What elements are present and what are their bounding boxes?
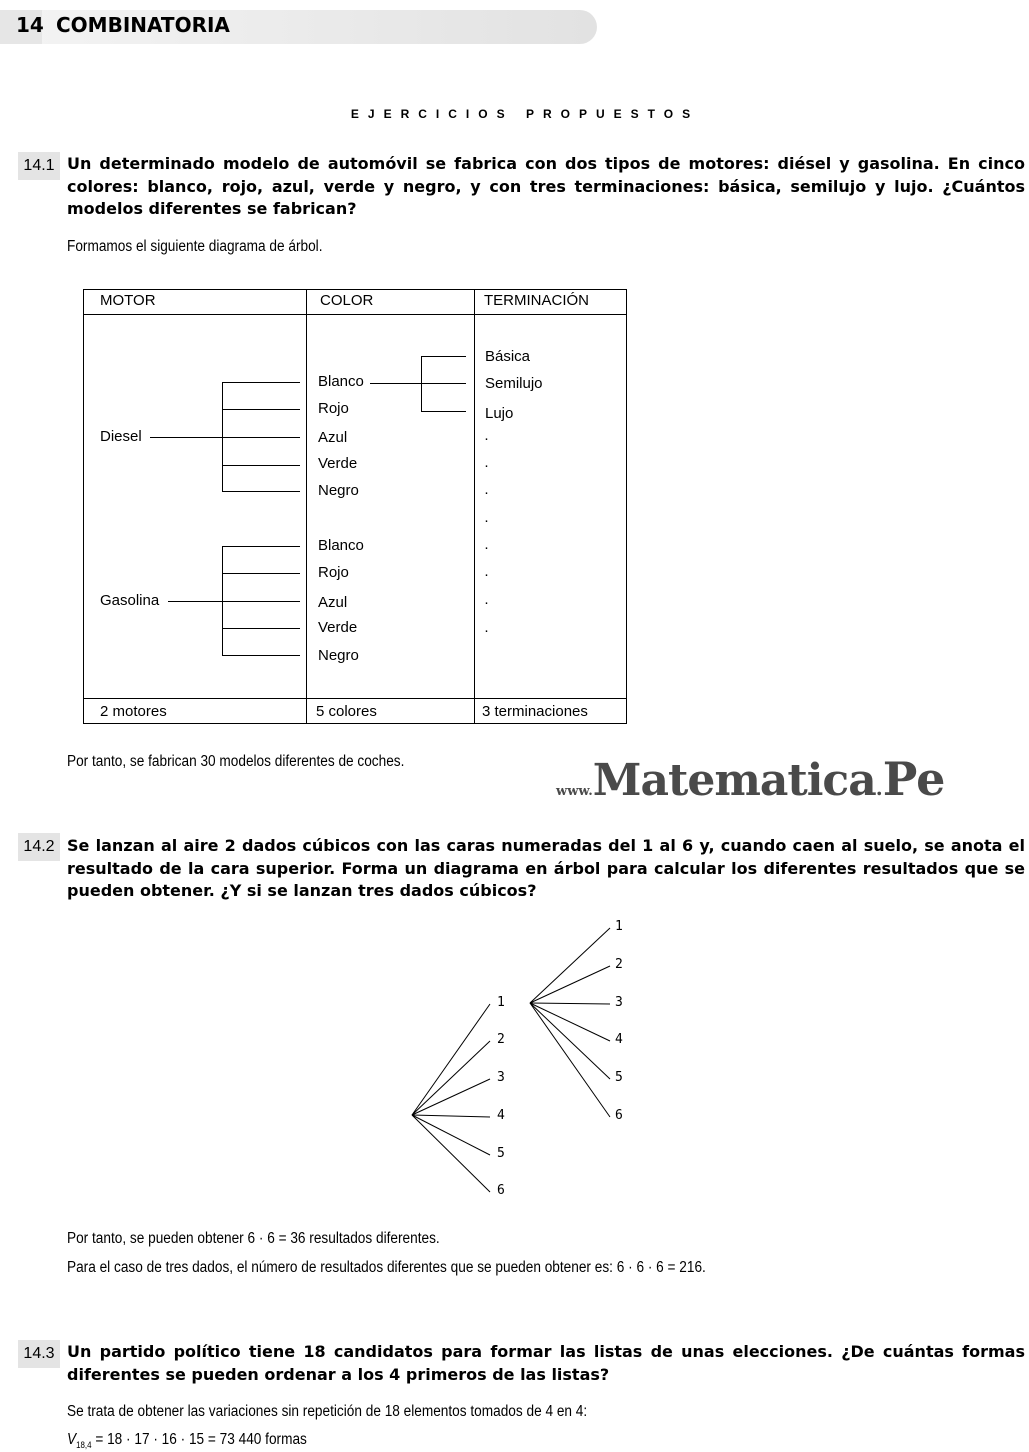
ellipsis-dot: ·	[484, 484, 489, 501]
exercise-number: 14.2	[18, 833, 60, 861]
formula: $V_{18,4} = 18 \cdot 17 \cdot 16 \cdot 15 = 73$ 440 formas	[67, 1431, 307, 1451]
exercise-conclusion: Por tanto, se pueden obtener 6 · 6 = 36 resultados diferentes.	[67, 1230, 440, 1247]
tree-branch	[530, 1003, 610, 1117]
section-title: EJERCICIOS PROPUESTOS	[350, 107, 700, 121]
chapter-number: 14	[16, 13, 44, 37]
exercise-conclusion: Por tanto, se fabrican 30 modelos diferentes de coches.	[67, 753, 405, 770]
color-gasolina-3: Verde	[318, 619, 358, 636]
color-gasolina-4: Negro	[318, 647, 359, 664]
exercise-number: 14.3	[18, 1340, 60, 1368]
die1-label-5: 5	[497, 1146, 505, 1161]
die1-label-2: 2	[497, 1032, 505, 1047]
tree-branch	[412, 1004, 490, 1115]
exercise-number: 14.1	[18, 152, 60, 180]
color-gasolina-2: Azul	[318, 594, 348, 611]
color-diesel-2: Azul	[318, 429, 348, 446]
die1-label-3: 3	[497, 1070, 505, 1085]
ellipsis-dot: ·	[484, 512, 489, 529]
footer-terminaciones: 3 terminaciones	[482, 703, 588, 720]
tree-branch	[530, 1003, 610, 1079]
die1-label-1: 1	[497, 995, 505, 1010]
table-header-terminacion: TERMINACIÓN	[484, 292, 589, 309]
ellipsis-dot: ·	[484, 594, 489, 611]
tree-branch	[530, 928, 610, 1003]
color-gasolina-1: Rojo	[318, 564, 349, 581]
die2-label-4: 4	[615, 1032, 623, 1047]
finish-semilujo: Semilujo	[485, 375, 543, 392]
die2-label-6: 6	[615, 1108, 623, 1123]
tree-branch	[412, 1115, 490, 1192]
color-gasolina-0: Blanco	[318, 537, 364, 554]
tree-branch	[412, 1115, 490, 1117]
ellipsis-dot: ·	[484, 430, 489, 447]
die2-label-5: 5	[615, 1070, 623, 1085]
exercise-intro: Formamos el siguiente diagrama de árbol.	[67, 238, 323, 255]
ellipsis-dot: ·	[484, 539, 489, 556]
tree-branch	[412, 1041, 490, 1115]
footer-colores: 5 colores	[316, 703, 377, 720]
color-diesel-3: Verde	[318, 455, 358, 472]
color-diesel-0: Blanco	[318, 373, 364, 390]
exercise-conclusion-three-dice: Para el caso de tres dados, el número de resultados diferentes que se pueden obtener es: 6 · 6 · 6 = 216.	[67, 1259, 706, 1276]
ellipsis-dot: ·	[484, 457, 489, 474]
die1-label-4: 4	[497, 1108, 505, 1123]
motor-gasolina: Gasolina	[100, 592, 160, 609]
die2-label-2: 2	[615, 957, 623, 972]
ellipsis-dot: ·	[484, 566, 489, 583]
tree-branch	[412, 1115, 490, 1155]
exercise-intro: Se trata de obtener las variaciones sin repetición de 18 elementos tomados de 4 en 4:	[67, 1403, 588, 1420]
footer-motores: 2 motores	[100, 703, 167, 720]
exercise-question: Se lanzan al aire 2 dados cúbicos con las caras numeradas del 1 al 6 y, cuando caen al suelo, se anota el resultado de la cara superior. Forma un diagrama en árbol para calcular los diferentes resultados que se pueden obtener. ¿Y si se lanzan tres dados cúbicos?	[67, 836, 1025, 900]
tree-branch	[412, 1079, 490, 1115]
table-header-motor: MOTOR	[100, 292, 156, 309]
tree-branch	[530, 1003, 610, 1041]
die2-label-1: 1	[615, 919, 623, 934]
tree-branch	[530, 1003, 610, 1004]
die1-label-6: 6	[497, 1183, 505, 1198]
tree-branch	[530, 966, 610, 1003]
chapter-title: COMBINATORIA	[56, 13, 230, 37]
color-diesel-4: Negro	[318, 482, 359, 499]
ellipsis-dot: ·	[484, 622, 489, 639]
motor-diesel: Diesel	[100, 428, 142, 445]
exercise-question: Un determinado modelo de automóvil se fabrica con dos tipos de motores: diésel y gasolina. En cinco colores: blanco, rojo, azul, verde y negro, y con tres terminaciones: básica, semilujo y lujo. ¿Cuántos modelos diferentes se fabrican?	[67, 154, 1025, 218]
color-diesel-1: Rojo	[318, 400, 349, 417]
finish-basica: Básica	[485, 348, 531, 365]
watermark-logo: www.Matematica.Pe	[556, 752, 946, 806]
finish-lujo: Lujo	[485, 405, 514, 422]
exercise-question: Un partido político tiene 18 candidatos para formar las listas de unas elecciones. ¿De cuántas formas diferentes se pueden ordenar a los 4 primeros de las listas?	[67, 1342, 1025, 1384]
die2-label-3: 3	[615, 995, 623, 1010]
table-header-color: COLOR	[320, 292, 374, 309]
